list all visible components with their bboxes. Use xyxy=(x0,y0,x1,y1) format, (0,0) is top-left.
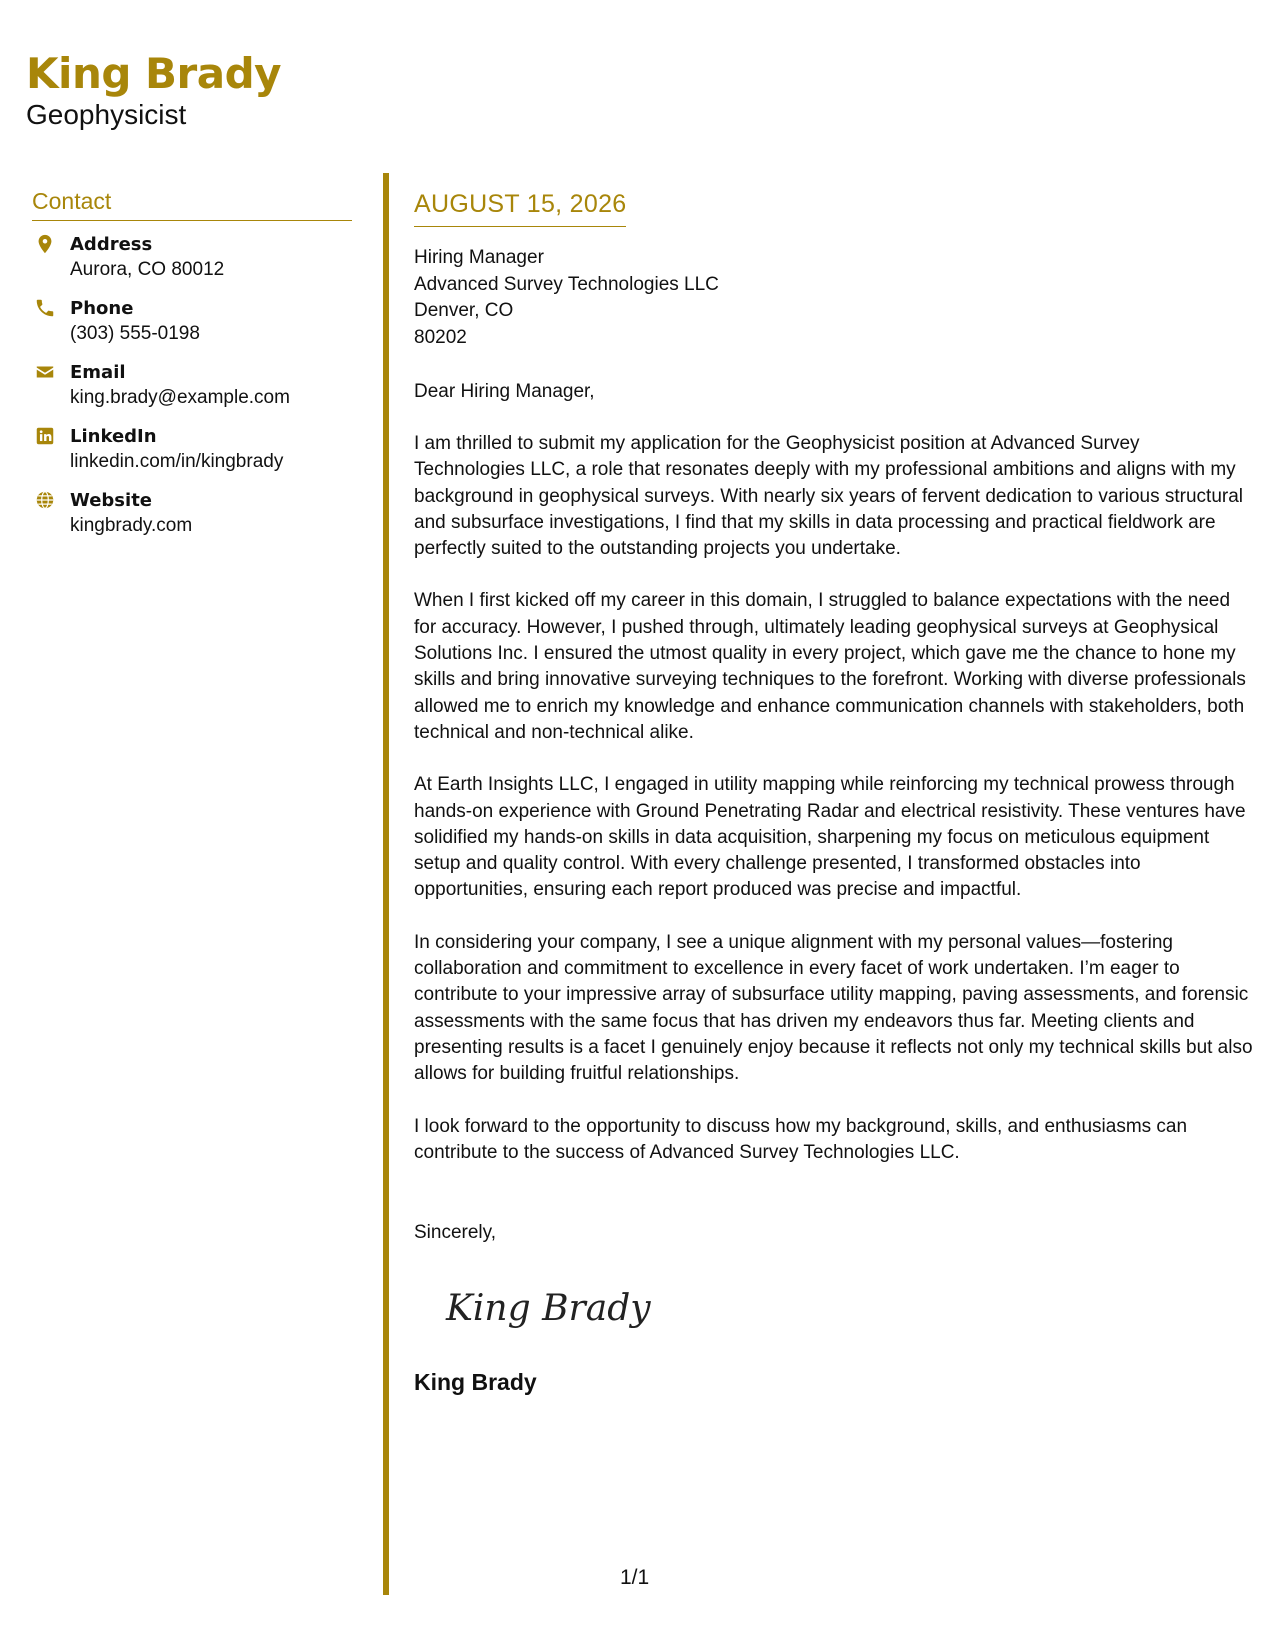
header xyxy=(26,48,281,132)
page-number: 1/1 xyxy=(620,1566,650,1589)
letter-body xyxy=(414,190,1254,1396)
handwritten-signature xyxy=(442,1270,1254,1345)
recipient-block xyxy=(414,245,1254,351)
contact-phone xyxy=(32,297,352,346)
linkedin-icon xyxy=(34,425,56,447)
recipient-line: Advanced Survey Technologies LLC xyxy=(414,273,719,295)
recipient-line: Denver, CO xyxy=(414,300,514,321)
phone-icon xyxy=(34,297,56,319)
letter-date: AUGUST 15, 2026 xyxy=(414,190,626,227)
contact-sidebar xyxy=(32,188,352,553)
contact-value: linkedin.com/in/kingbrady xyxy=(70,451,284,472)
closing: Sincerely, xyxy=(414,1222,497,1244)
applicant-role: Geophysicist xyxy=(26,99,187,130)
contact-address xyxy=(32,233,352,282)
contact-label: Address xyxy=(70,234,153,255)
column-divider xyxy=(383,173,389,1595)
recipient-line: 80202 xyxy=(414,326,467,348)
paragraph: In considering your company, I see a unique alignment with my personal values—fostering collaboration and commitment to excellence in every facet of work undertaken. I’m eager to contribute to your impressive array of subsurface utility mapping, paving assessments, and forensic assessments with the same focus that has driven my endeavors thus far. Meeting clients and presenting results is a facet I genuinely enjoy because it reflects not only my technical skills but also allows for building fruitful relationships. xyxy=(414,931,1253,1085)
contact-linkedin xyxy=(32,425,352,474)
salutation: Dear Hiring Manager, xyxy=(414,381,595,402)
contact-heading: Contact xyxy=(32,188,352,221)
contact-value: (303) 555-0198 xyxy=(70,323,200,344)
paragraph: I am thrilled to submit my application for the Geophysicist position at Advanced Survey Technologies LLC, a role that resonates deeply with my professional ambitions and aligns with my background in geophysical surveys. With nearly six years of fervent dedication to various structural and subsurface investigations, I find that my skills in data processing and practical fieldwork are perfectly suited to the outstanding projects you undertake. xyxy=(414,433,1244,560)
applicant-name: King Brady xyxy=(26,49,282,98)
globe-icon xyxy=(34,489,56,511)
contact-label: Phone xyxy=(70,298,134,319)
location-pin-icon xyxy=(34,233,56,255)
contact-list xyxy=(32,233,352,538)
recipient-line: Hiring Manager xyxy=(414,247,544,268)
paragraph: When I first kicked off my career in this domain, I struggled to balance expectations with the need for accuracy. However, I pushed through, ultimately leading geophysical surveys at Geophysical Solutions Inc. I ensured the utmost quality in every project, which gave me the chance to hone my skills and bring innovative surveying techniques to the forefront. Working with diverse professionals allowed me to enrich my knowledge and enhance communication channels with stakeholders, both technical and non-technical alike. xyxy=(414,590,1246,743)
contact-value: Aurora, CO 80012 xyxy=(70,259,225,280)
signature-text: King Brady xyxy=(446,1288,651,1330)
contact-value: king.brady@example.com xyxy=(70,387,290,408)
envelope-icon xyxy=(34,361,56,383)
paragraph: At Earth Insights LLC, I engaged in utility mapping while reinforcing my technical prowess through hands-on experience with Ground Penetrating Radar and electrical resistivity. These ventures have solidified my hands-on skills in data acquisition, sharpening my focus on meticulous equipment setup and quality control. With every challenge presented, I transformed obstacles into opportunities, ensuring each report produced was precise and impactful. xyxy=(414,774,1246,901)
contact-email xyxy=(32,361,352,410)
contact-label: LinkedIn xyxy=(70,426,157,447)
paragraph: I look forward to the opportunity to discuss how my background, skills, and enthusiasms can contribute to the success of Advanced Survey Technologies LLC. xyxy=(414,1115,1188,1163)
contact-value: kingbrady.com xyxy=(70,515,193,536)
contact-label: Website xyxy=(70,490,153,511)
contact-label: Email xyxy=(70,362,126,383)
contact-website xyxy=(32,489,352,538)
signer-name: King Brady xyxy=(414,1369,537,1396)
